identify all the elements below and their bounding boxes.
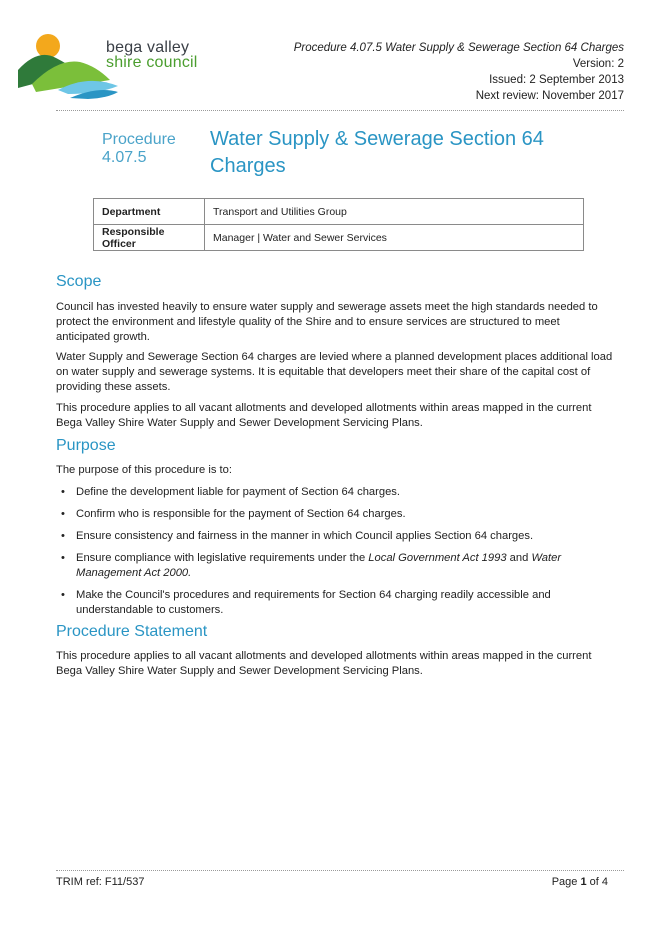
- table-value: Transport and Utilities Group: [205, 199, 584, 225]
- scope-heading: Scope: [56, 273, 102, 290]
- procedure-label: [102, 131, 176, 167]
- page-title: [210, 126, 590, 180]
- table-row: [94, 225, 584, 251]
- list-item: • Ensure compliance with legislative requirements under the Local Government Act 1993 and Water Management Act 2000.: [61, 552, 562, 579]
- bullet-icon: •: [61, 530, 65, 542]
- document-header: [294, 40, 624, 104]
- table-value: Manager | Water and Sewer Services: [205, 225, 584, 251]
- table-key: Department: [94, 199, 205, 225]
- list-item: • Confirm who is responsible for the payment of Section 64 charges.: [61, 508, 406, 520]
- scope-paragraph-1: Council has invested heavily to ensure water supply and sewerage assets meet the high standards needed to protect the environment and lifestyle quality of the Shire and to ensure services are structured to meet anticipated growth.: [56, 301, 598, 343]
- purpose-heading: Purpose: [56, 437, 116, 454]
- header-issued: Issued: 2 September 2013: [489, 74, 624, 86]
- purpose-list: [56, 485, 614, 625]
- header-title: Procedure 4.07.5 Water Supply & Sewerage Section 64 Charges: [293, 42, 624, 54]
- info-table: [93, 198, 584, 251]
- bullet-icon: •: [61, 589, 65, 601]
- scope-paragraph-3: This procedure applies to all vacant allotments and developed allotments within areas mapped in the current Bega Valley Shire Water Supply and Sewer Development Servicing Plans.: [56, 402, 592, 429]
- footer-divider: [56, 870, 624, 871]
- header-divider: [56, 110, 624, 111]
- table-key: Responsible Officer: [94, 225, 205, 251]
- logo-line-1: bega valley: [106, 39, 190, 56]
- logo-line-2: shire council: [106, 54, 198, 71]
- header-next-review: Next review: November 2017: [475, 90, 624, 102]
- scope-paragraph-2: Water Supply and Sewerage Section 64 charges are levied where a planned development places additional load on water supply and sewerage systems. It is equitable that developers meet their share of the capital cost of providing these assets.: [56, 351, 613, 393]
- act-name: Local Government Act 1993: [368, 552, 507, 564]
- header-version: Version: 2: [572, 58, 624, 70]
- procedure-label-line1: Procedure: [102, 131, 176, 148]
- list-item: • Make the Council's procedures and requirements for Section 64 charging readily accessible and understandable to customers.: [61, 589, 551, 616]
- statement-paragraph: This procedure applies to all vacant allotments and developed allotments within areas mapped in the current Bega Valley Shire Water Supply and Sewer Development Servicing Plans.: [56, 650, 592, 677]
- act-name: Water Management Act 2000.: [76, 552, 562, 579]
- page-title-line1: Water Supply & Sewerage Section 64: [210, 128, 544, 150]
- bullet-icon: •: [61, 508, 65, 520]
- bullet-icon: •: [61, 552, 65, 564]
- list-item: • Ensure consistency and fairness in the manner in which Council applies Section 64 charges.: [61, 530, 534, 542]
- purpose-intro: The purpose of this procedure is to:: [56, 464, 232, 476]
- bullet-icon: •: [61, 486, 65, 498]
- trim-reference: TRIM ref: F11/537: [56, 876, 145, 888]
- council-logo: [18, 28, 233, 100]
- table-row: [94, 199, 584, 225]
- page-number: Page 1 of 4: [551, 876, 608, 888]
- list-item: • Define the development liable for payment of Section 64 charges.: [61, 486, 401, 498]
- procedure-number: 4.07.5: [102, 149, 147, 166]
- statement-heading: Procedure Statement: [56, 623, 208, 640]
- mountain-sun-logo-icon: [18, 28, 118, 100]
- page-title-line2: Charges: [210, 155, 286, 177]
